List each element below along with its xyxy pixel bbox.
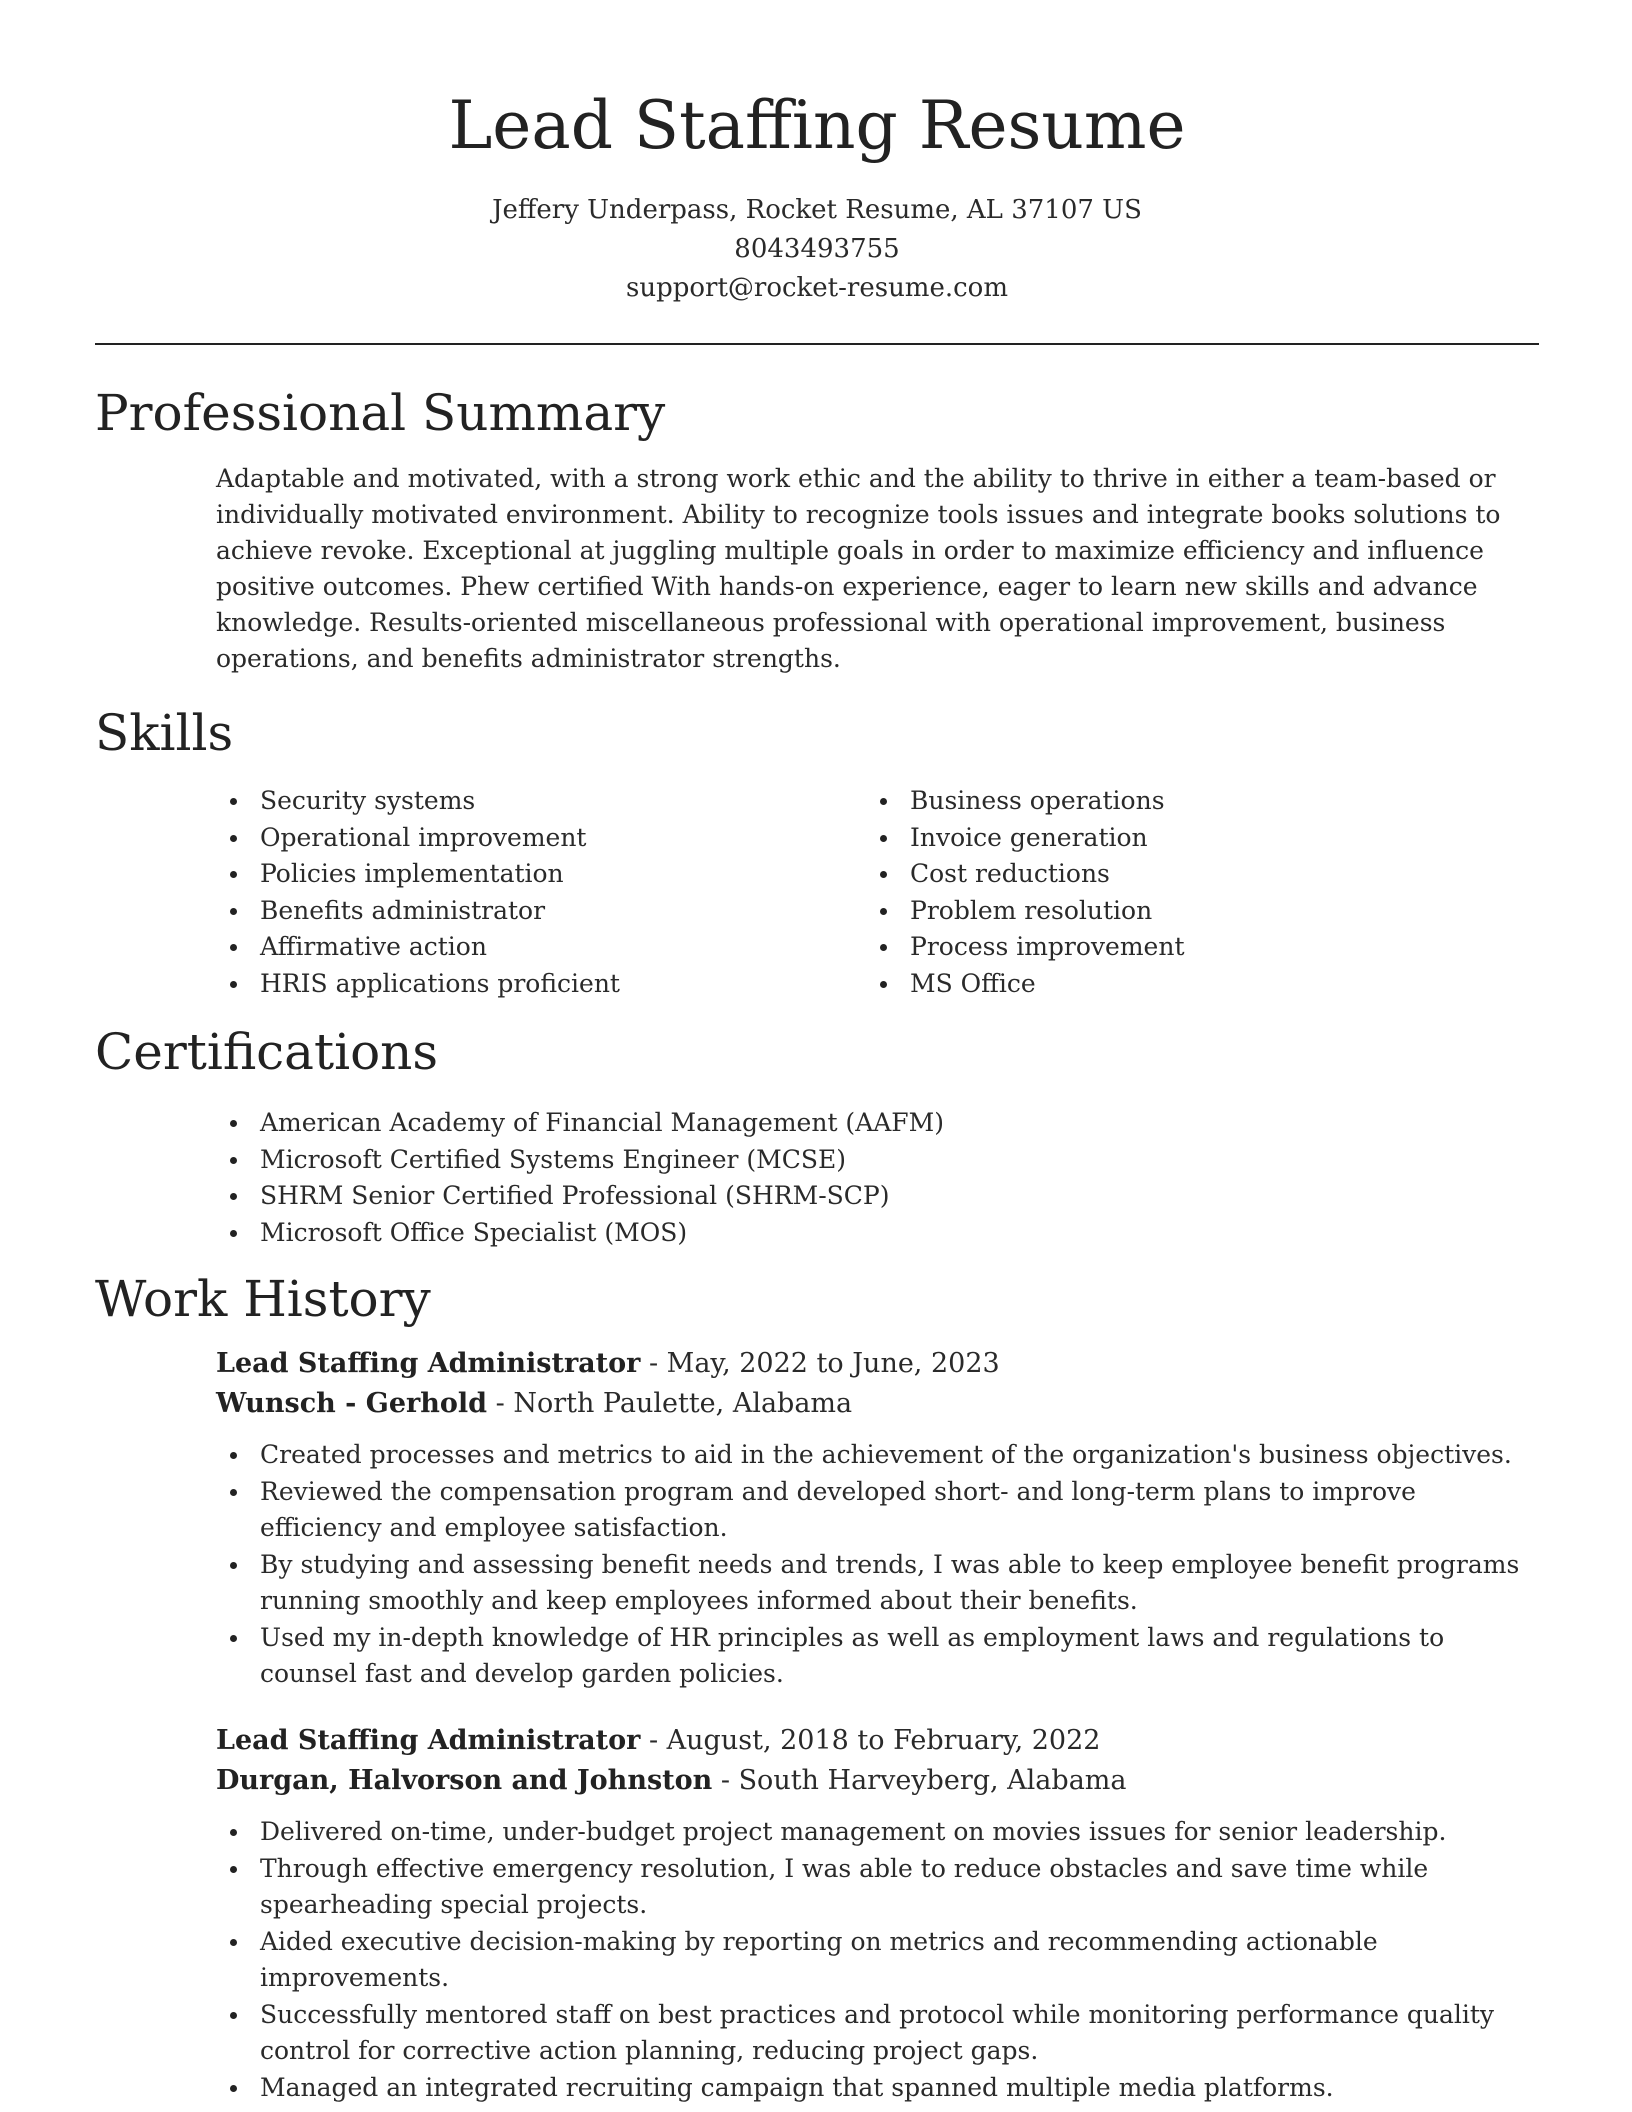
list-item: Policies implementation [216,856,816,893]
list-item: MS Office [866,966,1466,1003]
list-item: Managed an integrated recruiting campaign that spanned multiple media platforms. [216,2070,1539,2107]
skills-list-left [216,783,816,1002]
job-title-line: Lead Staffing Administrator - August, 2018 to February, 2022 [216,1725,1101,1756]
list-item: Used my in-depth knowledge of HR principles as well as employment laws and regulations to counsel fast and develop garden policies. [216,1620,1539,1693]
list-item: Security systems [216,783,816,820]
list-item: Successfully mentored staff on best practices and protocol while monitoring performance quality control for corrective action planning, reducing project gaps. [216,1997,1539,2070]
list-item: Created processes and metrics to aid in the achievement of the organization's business objectives. [216,1437,1539,1474]
resume-title: Lead Staffing Resume [448,87,1186,164]
list-item: Cost reductions [866,856,1466,893]
list-item: Operational improvement [216,820,816,857]
list-item: Microsoft Certified Systems Engineer (MCSE) [216,1142,1416,1179]
job-location: South Harveyberg, Alabama [738,1765,1127,1796]
job-title: Lead Staffing Administrator [216,1348,641,1379]
list-item: HRIS applications proficient [216,966,816,1003]
job-bullets [216,1814,1539,2106]
list-item: American Academy of Financial Management (AAFM) [216,1105,1416,1142]
summary-text: Adaptable and motivated, with a strong work ethic and the ability to thrive in either a team-based or individually motivated environment. Ability to recognize tools issues and integrate books solutions to achieve revoke. Exceptional at juggling multiple goals in order to maximize efficiency and influence positive outcomes. Phew certified With hands-on experience, eager to learn new skills and advance knowledge. Results-oriented miscellaneous professional with operational improvement, business operations, and benefits administrator strengths. [216,464,1501,673]
list-item: Microsoft Office Specialist (MOS) [216,1215,1416,1252]
skills-list-right [866,783,1466,1002]
list-item: Reviewed the compensation program and developed short- and long-term plans to improve efficiency and employee satisfaction. [216,1474,1539,1547]
list-item: Benefits administrator [216,893,816,930]
header-divider [95,343,1539,345]
list-item: Aided executive decision-making by reporting on metrics and recommending actionable improvements. [216,1924,1539,1997]
list-item: Through effective emergency resolution, I was able to reduce obstacles and save time while spearheading special projects. [216,1851,1539,1924]
skills-heading: Skills [95,704,234,762]
certifications-list [216,1105,1416,1251]
contact-phone: 8043493755 [734,234,900,264]
contact-address: Jeffery Underpass, Rocket Resume, AL 37107 US [492,195,1142,225]
job-location: North Paulette, Alabama [513,1388,853,1419]
certifications-heading: Certifications [95,1023,439,1081]
job-bullets [216,1437,1539,1693]
list-item: Affirmative action [216,929,816,966]
work-history-heading: Work History [95,1270,431,1328]
job-title: Lead Staffing Administrator [216,1725,641,1756]
job-company-line: Wunsch - Gerhold - North Paulette, Alabama [216,1388,853,1419]
list-item: Business operations [866,783,1466,820]
job-company: Wunsch - Gerhold [216,1388,488,1419]
job-dates: May, 2022 to June, 2023 [666,1348,1000,1379]
summary-heading: Professional Summary [95,384,666,442]
job-company: Durgan, Halvorson and Johnston [216,1765,713,1796]
job-title-line: Lead Staffing Administrator - May, 2022 to June, 2023 [216,1348,1000,1379]
job-dates: August, 2018 to February, 2022 [666,1725,1101,1756]
list-item: Delivered on-time, under-budget project management on movies issues for senior leadership. [216,1814,1539,1851]
contact-email: support@rocket-resume.com [625,273,1008,303]
list-item: Invoice generation [866,820,1466,857]
list-item: Problem resolution [866,893,1466,930]
list-item: Process improvement [866,929,1466,966]
list-item: SHRM Senior Certified Professional (SHRM-SCP) [216,1178,1416,1215]
job-company-line: Durgan, Halvorson and Johnston - South Harveyberg, Alabama [216,1765,1127,1796]
contact-block [95,191,1539,308]
list-item: By studying and assessing benefit needs and trends, I was able to keep employee benefit programs running smoothly and keep employees informed about their benefits. [216,1547,1539,1620]
